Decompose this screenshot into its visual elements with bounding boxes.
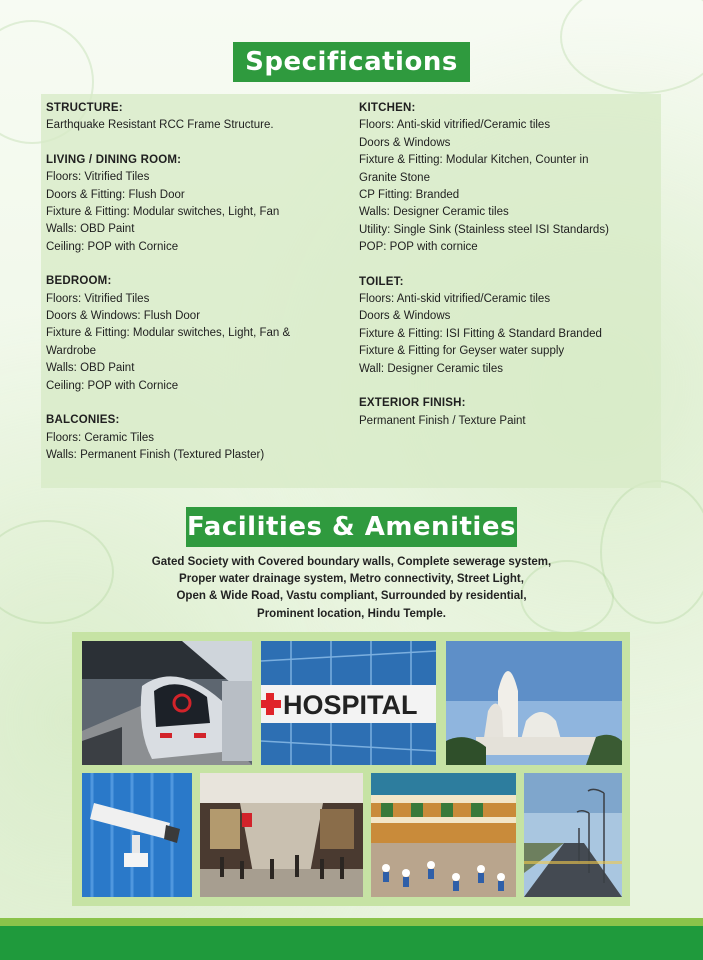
spec-line: Walls: OBD Paint xyxy=(46,362,135,375)
spec-line: Doors & Windows: Flush Door xyxy=(46,310,201,323)
facilities-heading: Facilities & Amenities xyxy=(186,507,517,547)
spec-line: Fixture & Fitting: Modular switches, Light, Fan xyxy=(46,206,280,219)
spec-line: Utility: Single Sink (Stainless steel ISI Standards) xyxy=(359,223,609,236)
amenities-line: Open & Wide Road, Vastu compliant, Surrounded by residential, xyxy=(176,590,527,603)
spec-line: Doors & Windows xyxy=(359,136,451,149)
spec-line: Doors & Fitting: Flush Door xyxy=(46,188,185,201)
spec-line: Walls: Permanent Finish (Textured Plaster) xyxy=(46,448,265,461)
spec-section-title: KITCHEN: xyxy=(359,102,416,114)
spec-section xyxy=(359,395,659,430)
spec-section-title: EXTERIOR FINISH: xyxy=(359,397,466,410)
spec-section xyxy=(46,273,346,395)
spec-line: Ceiling: POP with Cornice xyxy=(46,379,179,392)
amenities-photo-gallery xyxy=(72,632,630,906)
spec-line: CP Fitting: Branded xyxy=(359,189,460,202)
spec-section xyxy=(359,100,659,257)
amenities-line: Gated Society with Covered boundary walls, Complete sewerage system, xyxy=(151,556,552,568)
spec-line: Floors: Vitrified Tiles xyxy=(46,171,150,184)
decorative-swirl xyxy=(560,0,703,94)
spec-line: Floors: Anti-skid vitrified/Ceramic tiles xyxy=(359,293,551,306)
amenities-description xyxy=(120,554,583,623)
spec-line: Wall: Designer Ceramic tiles xyxy=(359,362,503,375)
spec-line: Granite Stone xyxy=(359,171,430,184)
spec-left-column xyxy=(46,100,346,481)
spec-line: Floors: Vitrified Tiles xyxy=(46,292,150,305)
spec-line: Wardrobe xyxy=(46,344,97,357)
spec-section xyxy=(46,412,346,464)
footer-band-light xyxy=(0,918,703,926)
spec-line: Walls: Designer Ceramic tiles xyxy=(359,206,509,219)
spec-line: Fixture & Fitting: Modular switches, Light, Fan & xyxy=(46,327,291,340)
cctv-camera-photo xyxy=(82,773,192,897)
spec-section-title: TOILET: xyxy=(359,275,404,288)
hospital-photo xyxy=(261,641,436,765)
temple-photo xyxy=(446,641,622,765)
decorative-swirl xyxy=(0,520,114,624)
spec-section xyxy=(359,274,659,378)
spec-line: Fixture & Fitting: Modular Kitchen, Counter in xyxy=(359,154,589,167)
spec-section-title: LIVING / DINING ROOM: xyxy=(46,153,182,166)
spec-line: Fixture & Fitting for Geyser water supply xyxy=(359,345,565,358)
spec-line: Ceiling: POP with Cornice xyxy=(46,240,179,253)
amenities-line: Proper water drainage system, Metro connectivity, Street Light, xyxy=(179,573,524,586)
specifications-panel xyxy=(41,94,661,488)
amenities-line: Prominent location, Hindu Temple. xyxy=(257,607,446,620)
spec-section-title: STRUCTURE: xyxy=(46,102,123,114)
specifications-heading: Specifications xyxy=(233,42,470,82)
spec-line: Doors & Windows xyxy=(359,310,451,323)
school-kids-photo xyxy=(371,773,516,897)
decorative-swirl xyxy=(600,480,703,624)
spec-line: Permanent Finish / Texture Paint xyxy=(359,414,526,427)
spec-section-title: BALCONIES: xyxy=(46,414,120,427)
spec-right-column xyxy=(359,100,659,447)
footer-band-dark xyxy=(0,926,703,960)
spec-line: Floors: Anti-skid vitrified/Ceramic tiles xyxy=(359,119,551,132)
hospital-sign-text: HOSPITAL xyxy=(283,690,418,720)
spec-line: POP: POP with cornice xyxy=(359,241,478,254)
spec-line: Walls: OBD Paint xyxy=(46,223,135,236)
spec-section xyxy=(46,152,346,256)
spec-line: Fixture & Fitting: ISI Fitting & Standard Branded xyxy=(359,327,602,340)
shopping-mall-photo xyxy=(200,773,363,897)
spec-line: Earthquake Resistant RCC Frame Structure. xyxy=(46,119,274,132)
spec-section xyxy=(46,100,346,135)
spec-line: Floors: Ceramic Tiles xyxy=(46,431,154,444)
footer-band xyxy=(0,918,703,960)
street-light-road-photo xyxy=(524,773,622,897)
metro-train-photo xyxy=(82,641,252,765)
spec-section-title: BEDROOM: xyxy=(46,275,112,288)
